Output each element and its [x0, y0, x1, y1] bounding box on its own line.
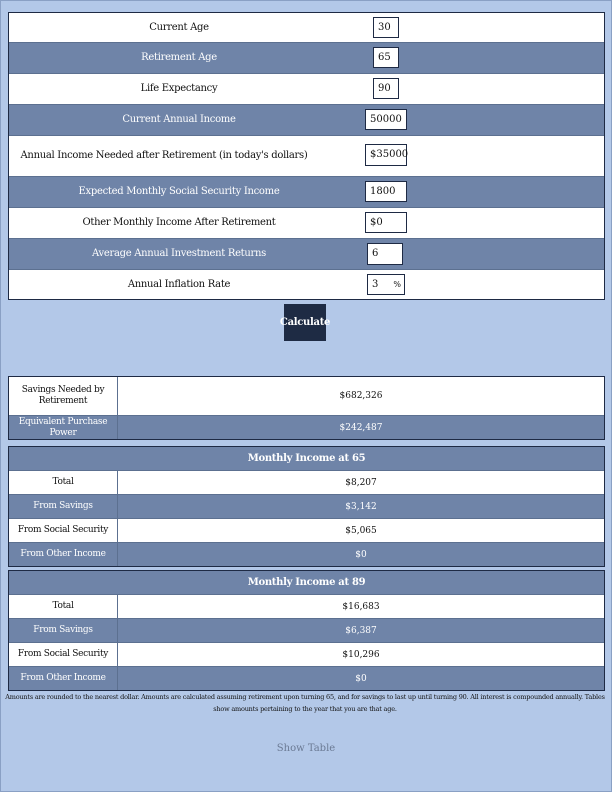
table-row: [9, 495, 604, 519]
show-table-link[interactable]: Show Table: [276, 743, 336, 754]
input-row-other-income: [9, 208, 604, 239]
other-income-label: Other Monthly Income After Retirement: [82, 217, 276, 228]
purchase-power-label: Equivalent Purchase Power: [9, 416, 118, 439]
income-89-title: Monthly Income at 89: [9, 571, 604, 595]
social-security-input[interactable]: 1800: [365, 181, 407, 202]
social-security-label: Expected Monthly Social Security Income: [78, 186, 280, 197]
input-row-social-security: [9, 177, 604, 208]
summary-table: [8, 376, 605, 440]
current-age-label: Current Age: [149, 21, 209, 33]
input-row-income-needed: [9, 136, 604, 177]
calculate-button[interactable]: Calculate: [284, 304, 326, 341]
table-row: [9, 519, 604, 543]
input-row-current-income: [9, 105, 604, 136]
row-label: Total: [9, 471, 118, 494]
life-expectancy-label: Life Expectancy: [140, 83, 218, 94]
input-row-retirement-age: [9, 43, 604, 74]
purchase-power-value: $242,487: [339, 422, 383, 433]
input-table: [8, 12, 605, 300]
current-age-input[interactable]: 30: [373, 17, 399, 38]
row-value: $3,142: [345, 501, 377, 512]
row-label: From Other Income: [9, 667, 118, 690]
row-value: $8,207: [345, 477, 377, 488]
inflation-rate-input[interactable]: [367, 274, 405, 295]
investment-returns-label: Average Annual Investment Returns: [91, 248, 266, 259]
table-row: [9, 667, 604, 690]
investment-returns-input[interactable]: 6: [367, 243, 403, 265]
income-89-table: [8, 570, 605, 691]
row-value: $5,065: [345, 525, 377, 536]
inflation-rate-label: Annual Inflation Rate: [127, 278, 231, 290]
income-needed-input[interactable]: $35000: [365, 144, 407, 166]
input-row-life-expectancy: [9, 74, 604, 105]
row-value: $0: [355, 549, 367, 560]
row-label: From Savings: [9, 495, 118, 518]
row-label: From Savings: [9, 619, 118, 642]
row-value: $16,683: [342, 601, 380, 612]
input-row-inflation-rate: [9, 270, 604, 299]
row-label: Total: [9, 595, 118, 618]
percent-suffix: %: [393, 280, 401, 289]
input-row-investment-returns: [9, 239, 604, 270]
table-row: [9, 643, 604, 667]
footnote: Amounts are rounded to the nearest dollar. Amounts are calculated assuming retirement upon turning 65, and for savings to last up until turning 90. All interest is compounded annually. Tables show amounts pertaining to the year that you are that age.: [5, 693, 605, 713]
row-value: $0: [355, 673, 367, 684]
income-needed-label: Annual Income Needed after Retirement (in today's dollars): [20, 150, 308, 161]
row-value: $6,387: [345, 625, 377, 636]
table-row: [9, 471, 604, 495]
row-label: From Social Security: [9, 519, 118, 542]
retirement-age-input[interactable]: 65: [373, 47, 399, 68]
savings-needed-label: Savings Needed by Retirement: [9, 377, 118, 415]
savings-needed-value: $682,326: [339, 391, 383, 401]
income-65-title: Monthly Income at 65: [9, 447, 604, 471]
table-row: [9, 543, 604, 566]
other-income-input[interactable]: $0: [365, 212, 407, 233]
summary-row-purchase-power: [9, 416, 604, 439]
table-row: [9, 619, 604, 643]
retirement-age-label: Retirement Age: [141, 52, 217, 63]
summary-row-savings-needed: [9, 377, 604, 416]
current-income-input[interactable]: 50000: [365, 109, 407, 130]
life-expectancy-input[interactable]: 90: [373, 78, 399, 99]
row-value: $10,296: [342, 649, 380, 660]
table-row: [9, 595, 604, 619]
inflation-rate-value: 3: [372, 279, 379, 290]
current-income-label: Current Annual Income: [122, 114, 236, 125]
income-65-table: [8, 446, 605, 567]
row-label: From Other Income: [9, 543, 118, 566]
input-row-current-age: [9, 13, 604, 43]
row-label: From Social Security: [9, 643, 118, 666]
